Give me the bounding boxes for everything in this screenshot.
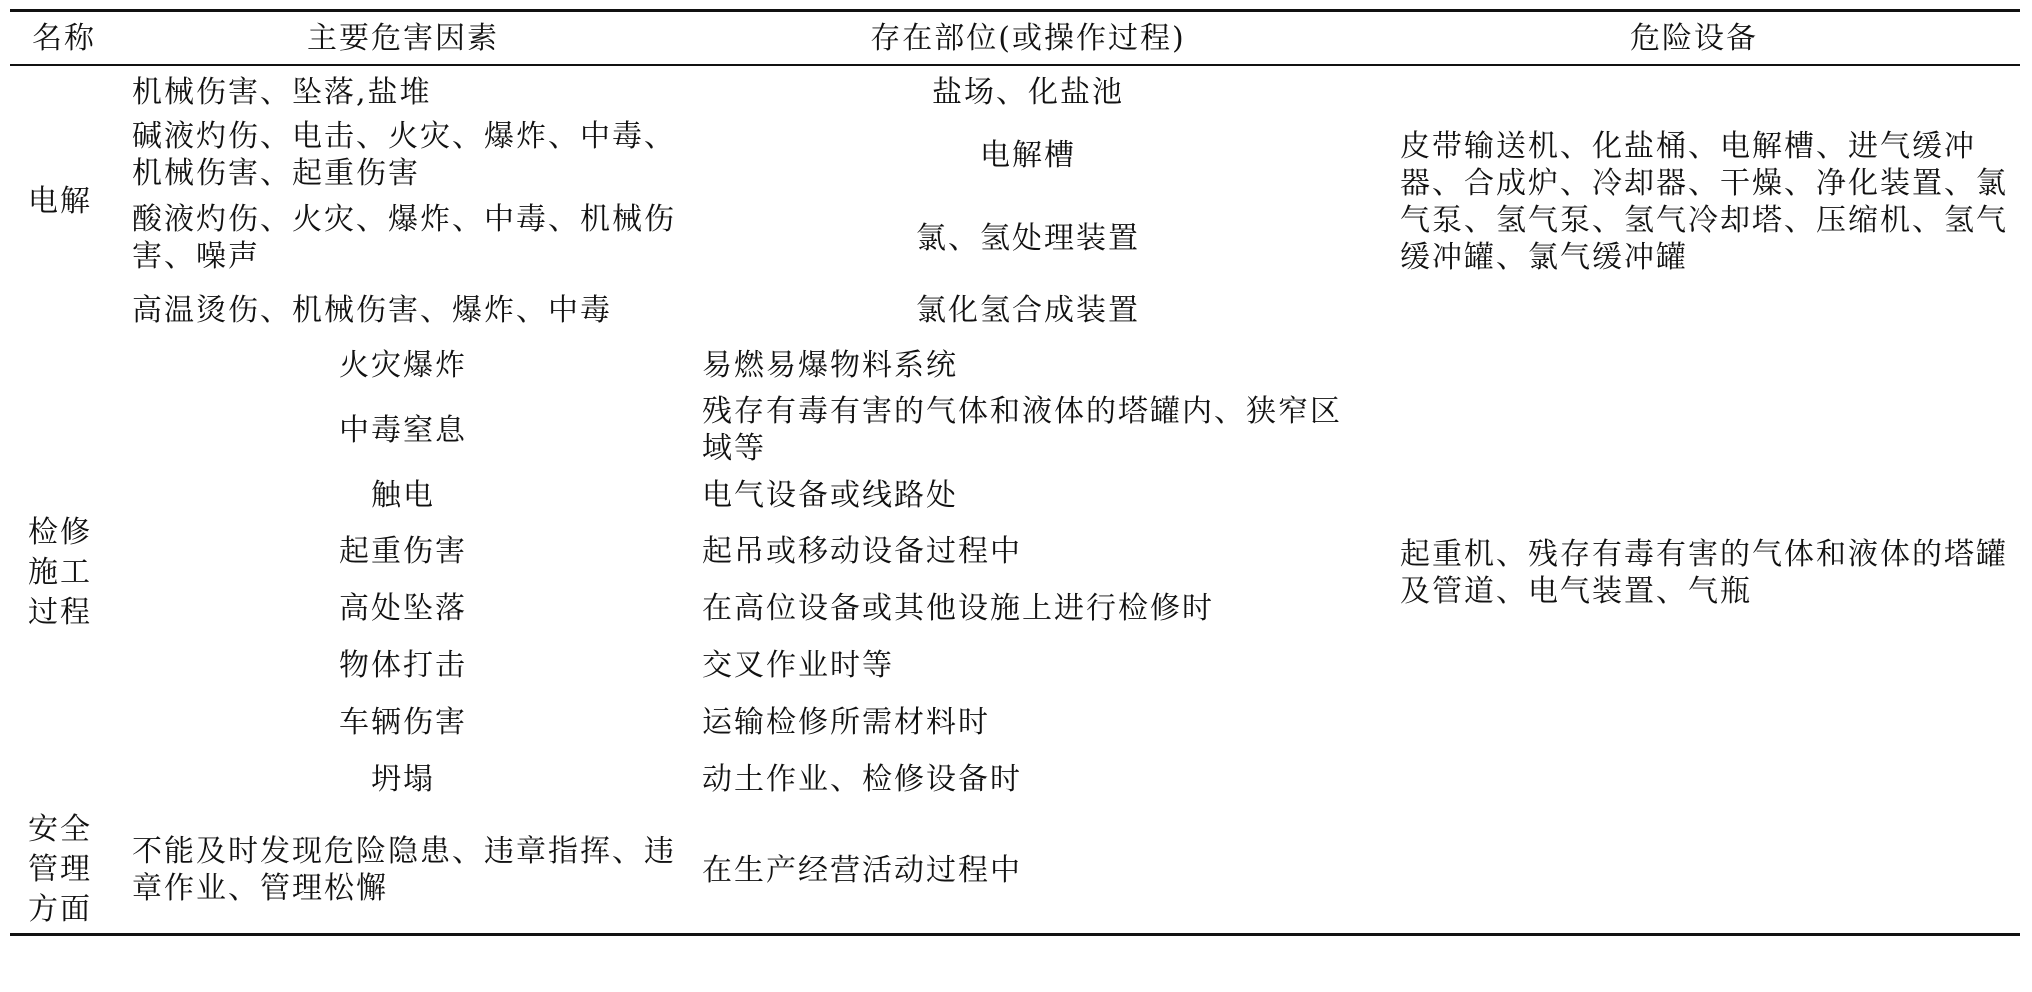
hazard-cell: 中毒窒息 (339, 412, 467, 448)
hazard-cell: 不能及时发现危险隐患、违章指挥、违章作业、管理松懈 (132, 834, 676, 907)
location-cell: 电气设备或线路处 (702, 477, 958, 513)
hazard-cell: 物体打击 (339, 648, 467, 683)
header-hazard: 主要危害因素 (307, 20, 499, 56)
hazard-table (10, 9, 2020, 936)
table-body (10, 65, 2020, 934)
hazard-cell: 火灾爆炸 (339, 347, 467, 383)
section-name-maintenance: 检修施工过程 (28, 514, 92, 630)
location-cell: 易燃易爆物料系统 (702, 347, 958, 383)
equipment-cell-safety (1368, 808, 2020, 934)
section-name-electrolysis: 电解 (28, 183, 92, 219)
location-cell: 电解槽 (980, 137, 1076, 173)
location-cell: 残存有毒有害的气体和液体的塔罐内、狭窄区域等 (702, 394, 1342, 466)
location-cell: 运输检修所需材料时 (702, 705, 990, 740)
table-header (10, 11, 2020, 66)
header-row (10, 11, 2020, 66)
hazard-cell: 机械伤害、坠落,盐堆 (132, 74, 432, 110)
location-cell: 在生产经营活动过程中 (702, 852, 1022, 888)
hazard-cell: 起重伤害 (339, 534, 467, 569)
header-equipment: 危险设备 (1630, 20, 1758, 56)
section-name-safety: 安全管理方面 (28, 812, 92, 928)
location-cell: 交叉作业时等 (702, 648, 894, 683)
hazard-cell: 触电 (371, 477, 435, 513)
hazard-cell: 高温烫伤、机械伤害、爆炸、中毒 (132, 293, 612, 328)
equipment-cell-maintenance: 起重机、残存有毒有害的气体和液体的塔罐及管道、电气装置、气瓶 (1400, 536, 2008, 609)
hazard-cell: 碱液灼伤、电击、火灾、爆炸、中毒、机械伤害、起重伤害 (132, 119, 676, 191)
hazard-cell: 酸液灼伤、火灾、爆炸、中毒、机械伤害、噪声 (132, 202, 676, 274)
location-cell: 动土作业、检修设备时 (702, 762, 1022, 797)
equipment-cell-electrolysis: 皮带输送机、化盐桶、电解槽、进气缓冲器、合成炉、冷却器、干燥、净化装置、氯气泵、氢气泵、氢气冷却塔、压缩机、氢气缓冲罐、氯气缓冲罐 (1400, 128, 2008, 275)
hazard-cell: 车辆伤害 (339, 705, 467, 740)
header-name: 名称 (32, 20, 96, 56)
table-row (10, 337, 2020, 393)
table-row (10, 808, 2020, 934)
location-cell: 氯化氢合成装置 (916, 293, 1140, 328)
location-cell: 盐场、化盐池 (932, 74, 1124, 110)
location-cell: 在高位设备或其他设施上进行检修时 (702, 591, 1214, 626)
location-cell: 起吊或移动设备过程中 (702, 534, 1022, 569)
hazard-cell: 高处坠落 (339, 591, 467, 626)
hazard-cell: 坍塌 (371, 762, 435, 797)
location-cell: 氯、氢处理装置 (916, 220, 1140, 256)
table-row (10, 65, 2020, 118)
header-location: 存在部位(或操作过程) (870, 20, 1186, 56)
